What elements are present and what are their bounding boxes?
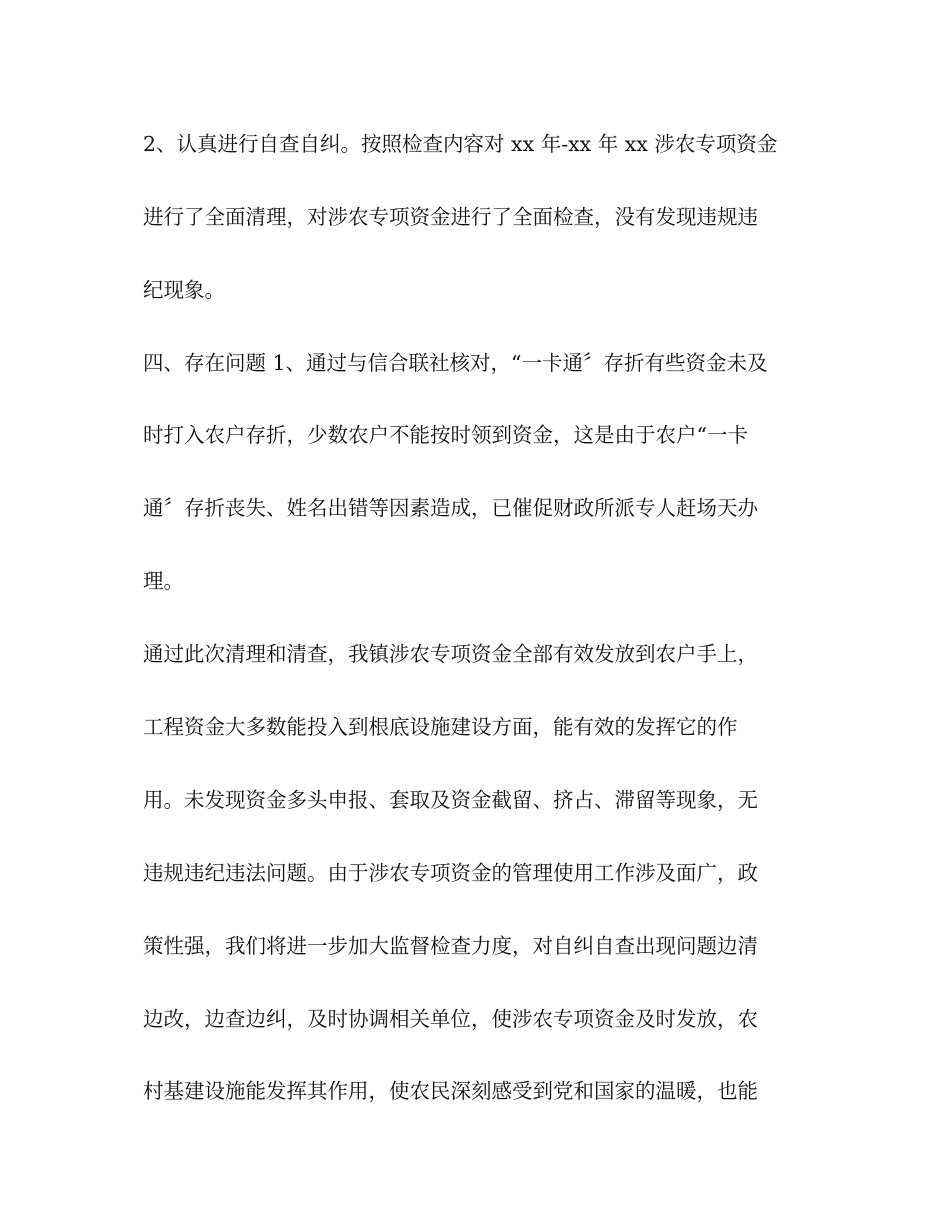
text-line: 理。 (143, 569, 184, 593)
text-line: 通〞存折丧失、姓名出错等因素造成，已催促财政所派专人赶场天办 (143, 496, 758, 520)
text-line: 用。未发现资金多头申报、套取及资金截留、挤占、滞留等现象，无 (143, 788, 758, 812)
text-line: 纪现象。 (143, 278, 225, 302)
text-line: 策性强，我们将进一步加大监督检查力度，对自纠自查出现问题边清 (143, 934, 758, 958)
text-line: 通过此次清理和清查，我镇涉农专项资金全部有效发放到农户手上， (143, 642, 758, 666)
text-line: 2、认真进行自查自纠。按照检查内容对 xx 年-xx 年 xx 涉农专项资金 (143, 132, 778, 156)
text-line: 工程资金大多数能投入到根底设施建设方面，能有效的发挥它的作 (143, 715, 738, 739)
text-line: 边改，边查边纠，及时协调相关单位，使涉农专项资金及时发放，农 (143, 1007, 758, 1031)
text-line: 四、存在问题 1、通过与信合联社核对，“一卡通〞存折有些资金未及 (143, 351, 768, 375)
text-line: 村基建设施能发挥其作用，使农民深刻感受到党和国家的温暖，也能 (143, 1079, 758, 1103)
text-line: 时打入农户存折，少数农户不能按时领到资金，这是由于农户“一卡 (143, 423, 748, 447)
text-line: 进行了全面清理，对涉农专项资金进行了全面检查，没有发现违规违 (143, 205, 758, 229)
text-line: 违规违纪违法问题。由于涉农专项资金的管理使用工作涉及面广，政 (143, 861, 758, 885)
